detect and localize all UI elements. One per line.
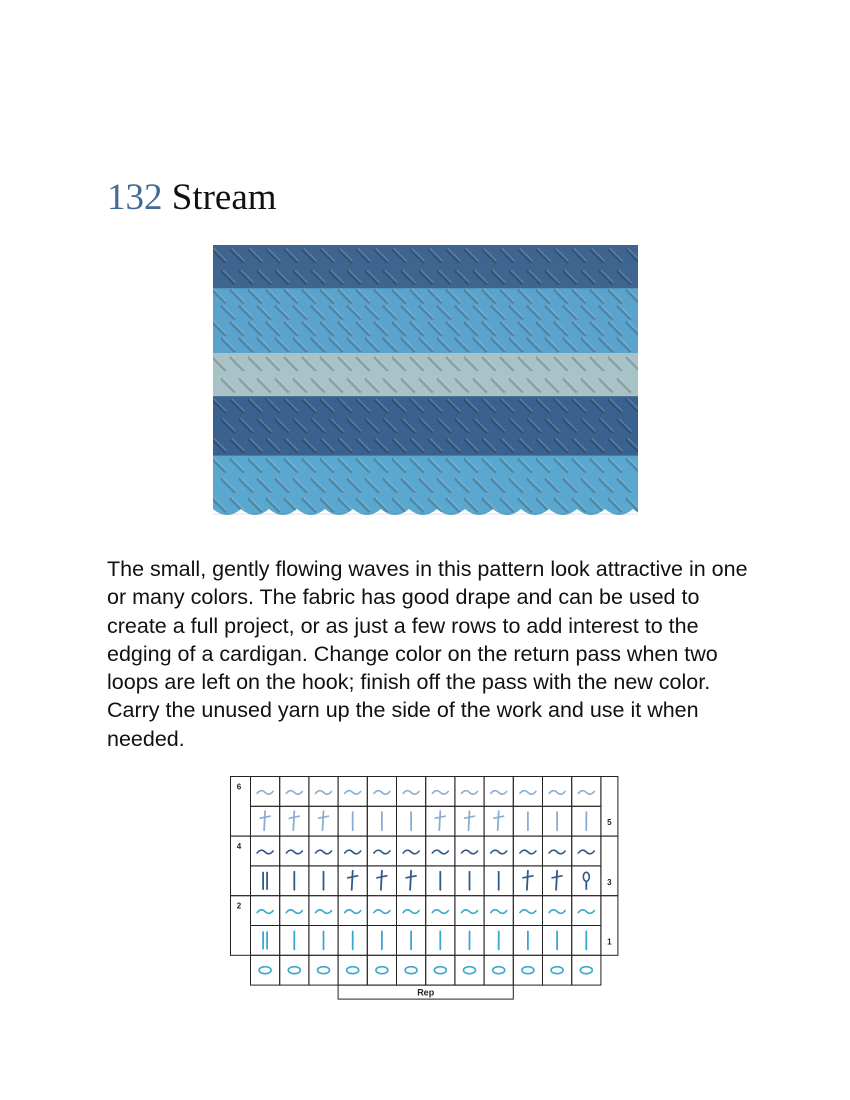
stitch-symbol <box>316 791 332 795</box>
row-label: 1 <box>607 937 612 947</box>
swatch-stripe <box>213 353 638 397</box>
chart-cell <box>309 955 338 985</box>
stitch-symbol <box>318 967 330 974</box>
stitch-symbol <box>286 850 302 854</box>
chart-cell <box>484 955 513 985</box>
stitch-symbol <box>578 791 594 795</box>
row-label: 4 <box>236 842 242 852</box>
stitch-symbol <box>403 791 419 795</box>
stitch-symbol <box>462 910 478 914</box>
chart-cell <box>543 955 572 985</box>
stitch-symbol <box>405 967 417 974</box>
stitch-symbol <box>435 811 445 830</box>
stitch-symbol <box>462 791 478 795</box>
stitch-symbol <box>432 850 448 854</box>
stitch-symbol <box>520 791 536 795</box>
stitch-symbol <box>432 791 448 795</box>
chart-cell <box>426 955 455 985</box>
stitch-symbol <box>491 850 507 854</box>
stitch-symbol <box>289 811 299 830</box>
chart-cell <box>513 955 542 985</box>
stitch-symbol <box>578 910 594 914</box>
chart-cell <box>251 955 280 985</box>
stitch-symbol <box>348 871 358 890</box>
stitch-symbol <box>494 811 504 830</box>
swatch-stripe <box>213 396 638 456</box>
chart-cell <box>397 955 426 985</box>
chart-cell <box>572 955 601 985</box>
stitch-symbol <box>403 910 419 914</box>
stitch-symbol <box>259 967 271 974</box>
swatch-stripe <box>213 288 638 354</box>
stitch-symbol <box>257 910 273 914</box>
stitch-symbol <box>347 967 359 974</box>
stitch-symbol <box>549 910 565 914</box>
pattern-description: The small, gently flowing waves in this pattern look attractive in one or many colors. The fabric has good drape and can be used to create a full project, or as just a few rows to add interest to the edging of a cardigan. Change color on the return pass when two loops are left on the hook; finish off the pass with the new color. Carry the unused yarn up the side of the work and use it when needed. <box>107 557 748 751</box>
stitch-symbol <box>286 791 302 795</box>
swatch-stripe <box>213 245 638 289</box>
stitch-symbol <box>257 791 273 795</box>
chart-cell <box>367 955 396 985</box>
stitch-symbol <box>374 850 390 854</box>
stitch-symbol <box>491 791 507 795</box>
stitch-symbol <box>263 931 267 949</box>
stitch-symbol <box>260 811 270 830</box>
stitch-symbol <box>549 791 565 795</box>
swatch-stripe <box>213 456 638 516</box>
stitch-symbol <box>465 811 475 830</box>
swatch-photo <box>213 245 638 525</box>
chart-cell <box>338 955 367 985</box>
stitch-symbol <box>583 872 589 890</box>
stitch-symbol <box>522 967 534 974</box>
chart-cell <box>455 955 484 985</box>
pattern-number: 132 <box>107 177 163 218</box>
row-label: 6 <box>236 782 242 792</box>
stitch-symbol <box>319 811 329 830</box>
stitch-symbol <box>406 871 416 890</box>
chart-cell <box>251 866 280 896</box>
stitch-symbol <box>345 910 361 914</box>
stitch-symbol <box>376 967 388 974</box>
stitch-symbol <box>374 791 390 795</box>
stitch-symbol <box>552 871 562 890</box>
stitch-symbol <box>551 967 563 974</box>
stitch-symbol <box>493 967 505 974</box>
stitch-symbol <box>432 910 448 914</box>
stitch-symbol <box>578 850 594 854</box>
stitch-symbol <box>523 871 533 890</box>
stitch-symbol <box>374 910 390 914</box>
stitch-symbol <box>434 967 446 974</box>
row-label: 2 <box>236 901 242 911</box>
stitch-symbol <box>288 967 300 974</box>
stitch-symbol <box>464 967 476 974</box>
stitch-symbol <box>345 850 361 854</box>
row-label: 5 <box>607 818 612 828</box>
stitch-symbol <box>462 850 478 854</box>
stitch-symbol <box>549 850 565 854</box>
stitch-symbol <box>263 872 267 890</box>
stitch-symbol <box>580 967 592 974</box>
stitch-symbol <box>491 910 507 914</box>
stitch-symbol <box>316 910 332 914</box>
stitch-symbol <box>257 850 273 854</box>
stitch-symbol <box>520 850 536 854</box>
row-label: 3 <box>607 877 612 887</box>
stitch-symbol <box>345 791 361 795</box>
stitch-chart <box>230 776 622 1002</box>
chart-cell <box>280 955 309 985</box>
stitch-symbol <box>316 850 332 854</box>
pattern-name: Stream <box>171 177 277 218</box>
stitch-symbol <box>520 910 536 914</box>
stitch-symbol <box>377 871 387 890</box>
chart-cell <box>251 926 280 956</box>
pattern-title <box>107 176 277 220</box>
stitch-symbol <box>403 850 419 854</box>
stitch-symbol <box>286 910 302 914</box>
rep-label: Rep <box>417 987 435 998</box>
